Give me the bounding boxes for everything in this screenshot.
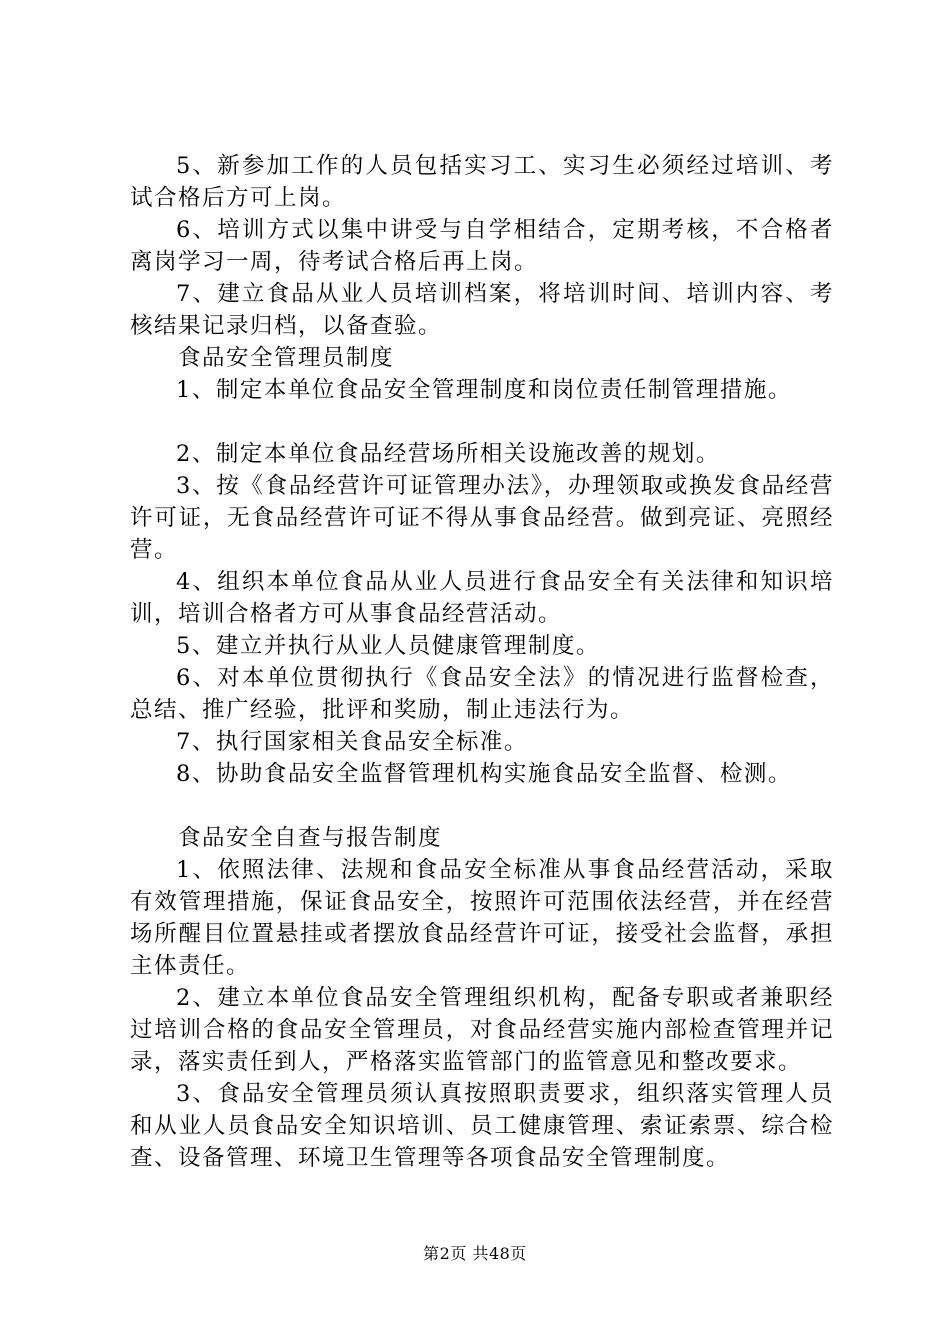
- section-title: 食品安全自查与报告制度: [178, 825, 443, 851]
- blank-line: [130, 406, 834, 438]
- list-item-paragraph: 8、协助食品安全监督管理机构实施食品安全监督、检测。: [176, 761, 792, 787]
- list-item-paragraph: 4、组织本单位食品从业人员进行食品安全有关法律和知识培训，培训合格者方可从事食品经营活动。: [130, 569, 834, 627]
- list-item-paragraph: 5、新参加工作的人员包括实习工、实习生必须经过培训、考试合格后方可上岗。: [130, 153, 834, 211]
- list-item-paragraph: 6、培训方式以集中讲受与自学相结合，定期考核，不合格者离岗学习一周，待考试合格后再上岗。: [130, 217, 834, 275]
- list-item-paragraph: 3、食品安全管理员须认真按照职责要求，组织落实管理人员和从业人员食品安全知识培训、员工健康管理、索证索票、综合检查、设备管理、环境卫生管理等各项食品安全管理制度。: [130, 1081, 834, 1171]
- list-item-paragraph: 7、执行国家相关食品安全标准。: [176, 729, 528, 755]
- list-item-paragraph: 1、制定本单位食品安全管理制度和岗位责任制管理措施。: [176, 377, 792, 403]
- list-item-paragraph: 5、建立并执行从业人员健康管理制度。: [176, 633, 600, 659]
- document-body: [130, 150, 834, 1174]
- list-item-paragraph: 3、按《食品经营许可证管理办法》，办理领取或换发食品经营许可证，无食品经营许可证不得从事食品经营。做到亮证、亮照经营。: [130, 473, 834, 563]
- list-item-paragraph: 1、依照法律、法规和食品安全标准从事食品经营活动，采取有效管理措施，保证食品安全，按照许可范围依法经营，并在经营场所醒目位置悬挂或者摆放食品经营许可证，接受社会监督，承担主体责任。: [130, 857, 834, 979]
- blank-line: [130, 790, 834, 822]
- list-item-paragraph: 2、建立本单位食品安全管理组织机构，配备专职或者兼职经过培训合格的食品安全管理员，对食品经营实施内部检查管理并记录，落实责任到人，严格落实监管部门的监管意见和整改要求。: [130, 985, 834, 1075]
- list-item-paragraph: 7、建立食品从业人员培训档案，将培训时间、培训内容、考核结果记录归档，以备查验。: [130, 281, 834, 339]
- list-item-paragraph: 6、对本单位贯彻执行《食品安全法》的情况进行监督检查，总结、推广经验，批评和奖励，制止违法行为。: [130, 665, 834, 723]
- page-number-footer: 第2页 共48页: [423, 1244, 527, 1263]
- section-title: 食品安全管理员制度: [178, 345, 395, 371]
- list-item-paragraph: 2、制定本单位食品经营场所相关设施改善的规划。: [176, 441, 720, 467]
